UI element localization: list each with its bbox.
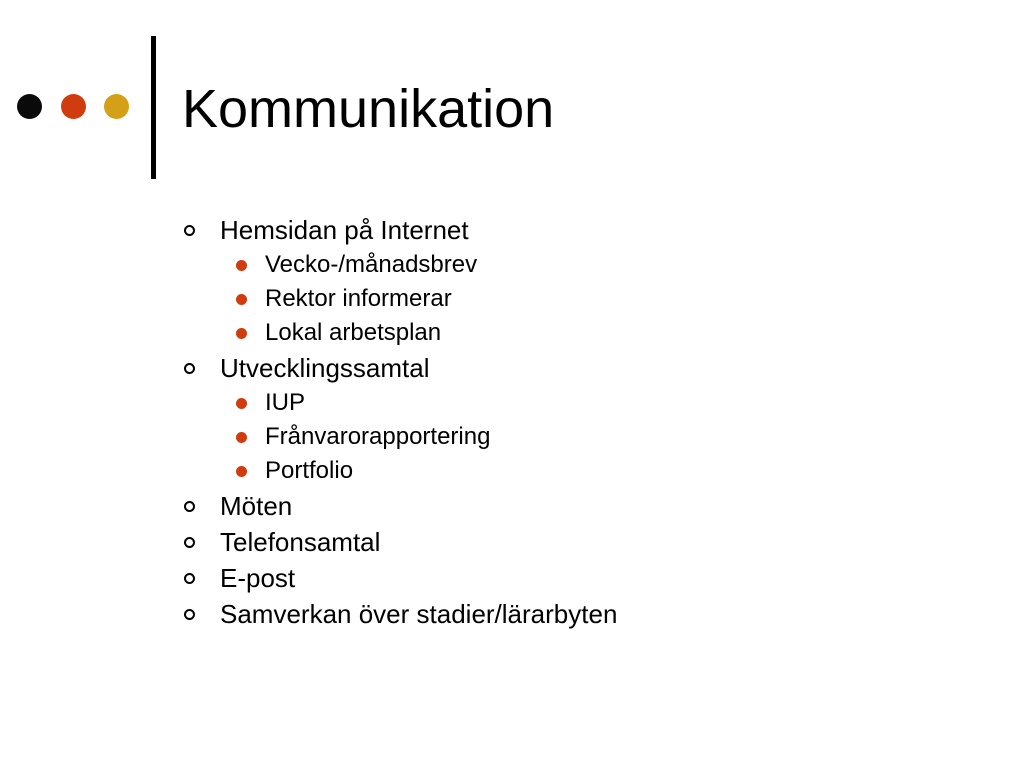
sub-bullet-item xyxy=(220,420,982,454)
sub-bullet-item xyxy=(220,282,982,316)
ring-bullet-icon xyxy=(184,573,195,584)
sub-bullet-label: Frånvarorapportering xyxy=(265,423,491,450)
bullet-label: Samverkan över stadier/lärarbyten xyxy=(220,599,618,629)
sub-bullet-item xyxy=(220,454,982,488)
slide-content xyxy=(182,212,982,632)
ring-bullet-icon xyxy=(184,609,195,620)
bullet-label: E-post xyxy=(220,563,296,593)
dot-bullet-icon xyxy=(236,294,247,305)
bullet-item xyxy=(182,596,982,632)
bullet-item xyxy=(182,560,982,596)
title-divider xyxy=(151,36,156,179)
ring-bullet-icon xyxy=(184,225,195,236)
sub-bullet-list xyxy=(220,386,982,488)
sub-bullet-item xyxy=(220,316,982,350)
black-dot-icon xyxy=(17,94,42,119)
sub-bullet-item xyxy=(220,248,982,282)
sub-bullet-label: IUP xyxy=(265,389,306,416)
sub-bullet-label: Vecko-/månadsbrev xyxy=(265,251,478,278)
ring-bullet-icon xyxy=(184,501,195,512)
red-dot-icon xyxy=(61,94,86,119)
dot-bullet-icon xyxy=(236,398,247,409)
sub-bullet-label: Portfolio xyxy=(265,457,354,484)
dot-bullet-icon xyxy=(236,260,247,271)
bullet-item xyxy=(182,488,982,524)
bullet-label: Telefonsamtal xyxy=(220,527,381,557)
bullet-item xyxy=(182,524,982,560)
sub-bullet-label: Lokal arbetsplan xyxy=(265,319,442,346)
slide-title: Kommunikation xyxy=(182,79,555,139)
ring-bullet-icon xyxy=(184,363,195,374)
bullet-label: Möten xyxy=(220,491,293,521)
bullet-item xyxy=(182,350,982,488)
dot-bullet-icon xyxy=(236,328,247,339)
sub-bullet-list xyxy=(220,248,982,350)
sub-bullet-label: Rektor informerar xyxy=(265,285,452,312)
dot-bullet-icon xyxy=(236,432,247,443)
sub-bullet-item xyxy=(220,386,982,420)
yellow-dot-icon xyxy=(104,94,129,119)
bullet-label: Utvecklingssamtal xyxy=(220,353,430,383)
bullet-label: Hemsidan på Internet xyxy=(220,215,469,245)
dot-bullet-icon xyxy=(236,466,247,477)
ring-bullet-icon xyxy=(184,537,195,548)
bullet-list xyxy=(182,212,982,632)
bullet-item xyxy=(182,212,982,350)
